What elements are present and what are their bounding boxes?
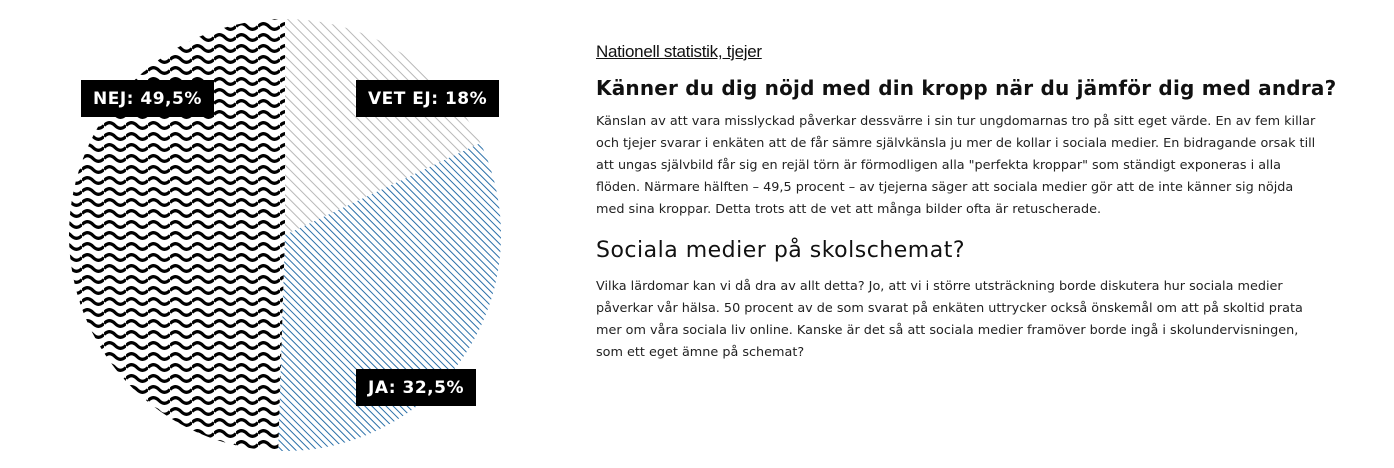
paragraph-2: Vilka lärdomar kan vi då dra av allt detta? Jo, att vi i större utsträckning borde diskutera hur sociala medier påverkar vår hälsa. 50 procent av de som svarat på enkäten uttrycker också önskemål om att på skoltid prata mer om våra sociala liv online. Kanske är det så att sociala medier framöver borde ingå i skolundervisningen, som ett eget ämne på schemat? xyxy=(596,279,1303,360)
source-link[interactable]: Nationell statistik, tjejer xyxy=(596,42,762,61)
question-title: Känner du dig nöjd med din kropp när du jämför dig med andra? xyxy=(596,76,1337,100)
pie-chart xyxy=(60,10,520,460)
section-title: Sociala medier på skolschemat? xyxy=(596,238,965,263)
label-vet-ej: VET EJ: 18% xyxy=(356,80,499,117)
label-ja: JA: 32,5% xyxy=(356,369,476,406)
article xyxy=(596,42,1337,364)
paragraph-1: Känslan av att vara misslyckad påverkar dessvärre i sin tur ungdomarnas tro på sitt eget värde. En av fem killar och tjejer svarar i enkäten att de får sämre självkänsla ju mer de kollar i sociala medier. En bidragande orsak till att ungas självbild får sig en rejäl törn är förmodligen alla "perfekta kroppar" som ständigt exponeras i alla flöden. Närmare hälften – 49,5 procent – av tjejerna säger att sociala medier gör att de inte känner sig nöjda med sina kroppar. Detta trots att de vet att många bilder ofta är retuscherade. xyxy=(596,114,1316,217)
label-nej: NEJ: 49,5% xyxy=(81,80,214,117)
